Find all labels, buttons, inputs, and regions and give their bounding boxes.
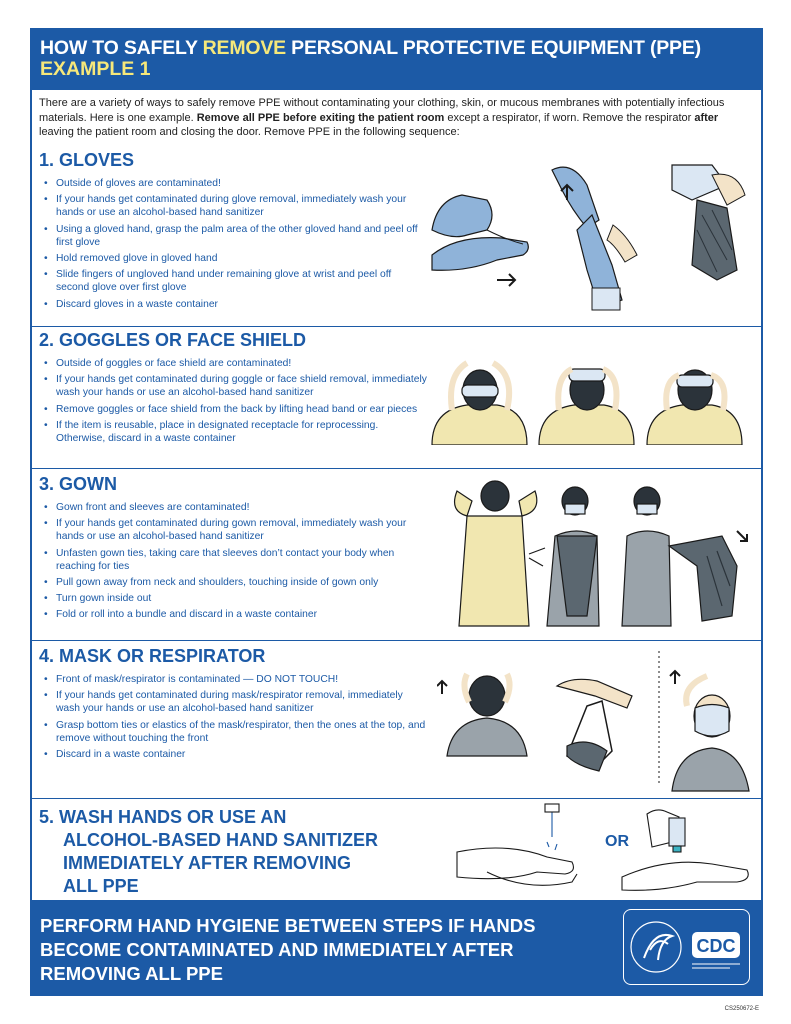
title-highlight: REMOVE [202, 37, 286, 59]
list-item: • If your hands get contaminated during mask/respirator removal, immediately wash your hands or use an alcohol-based hand sanitizer [42, 689, 427, 715]
goggles-illustration [427, 355, 757, 445]
cdc-logo-box [623, 909, 750, 985]
intro-bold-1: Remove all PPE before exiting the patient room [196, 111, 445, 124]
hygiene-line-1: 5. WASH HANDS OR USE AN [39, 807, 287, 827]
hygiene-line-2: ALCOHOL-BASED HAND SANITIZER [63, 830, 378, 850]
intro-bold-2: after [694, 111, 719, 124]
list-item: • Turn gown inside out [42, 592, 432, 605]
gloves-illustration [427, 160, 757, 320]
document-code: CS250672-E [724, 1006, 759, 1012]
gown-illustration [447, 476, 757, 634]
list-item: • Slide fingers of ungloved hand under remaining glove at wrist and peel off second glove over first glove [42, 268, 427, 294]
hygiene-line-4: ALL PPE [63, 876, 139, 896]
list-item: • Pull gown away from neck and shoulders, touching inside of gown only [42, 576, 432, 589]
list-item: • If your hands get contaminated during gown removal, immediately wash your hands or use an alcohol-based hand sanitizer [42, 517, 432, 543]
title-part1: HOW TO SAFELY [40, 37, 203, 59]
title-part2: PERSONAL PROTECTIVE EQUIPMENT (PPE) [285, 37, 701, 59]
poster-frame [30, 28, 763, 996]
list-item: • Front of mask/respirator is contaminated — DO NOT TOUCH! [42, 673, 427, 686]
page-title [40, 38, 763, 59]
bullet-list [42, 673, 427, 764]
section-divider [32, 326, 761, 327]
footer-message: PERFORM HAND HYGIENE BETWEEN STEPS IF HANDS BECOME CONTAMINATED AND IMMEDIATELY AFTER REMOVING ALL PPE [40, 915, 536, 984]
section-title: 3. GOWN [39, 474, 118, 494]
section-goggles [32, 330, 761, 466]
hand-hygiene-illustration [447, 802, 757, 894]
section-divider [32, 798, 761, 799]
list-item: • Outside of gloves are contaminated! [42, 177, 427, 190]
list-item: • Grasp bottom ties or elastics of the mask/respirator, then the ones at the top, and remove without touching the front [42, 719, 427, 745]
cdc-logo [624, 910, 748, 983]
list-item: • Remove goggles or face shield from the back by lifting head band or ear pieces [42, 403, 427, 416]
list-item: • Outside of goggles or face shield are contaminated! [42, 357, 427, 370]
or-label: OR [605, 833, 629, 850]
bullet-list [42, 177, 427, 314]
section-gloves [32, 150, 761, 326]
content-panel [32, 90, 761, 900]
section-title: 4. MASK OR RESPIRATOR [39, 646, 266, 666]
bullet-list [42, 501, 432, 625]
intro-paragraph [39, 96, 754, 140]
cdc-logo-text: CDC [696, 936, 736, 956]
mask-illustration [437, 646, 757, 796]
list-item: • Using a gloved hand, grasp the palm area of the other gloved hand and peel off first glove [42, 223, 427, 249]
section-divider [32, 468, 761, 469]
bullet-list [42, 357, 427, 448]
section-divider [32, 640, 761, 641]
intro-text-3: leaving the patient room and closing the door. Remove PPE in the following sequence: [39, 126, 460, 138]
intro-text-1: There are a variety of ways to safely remove PPE without contaminating your clothing, skin, or mucous membranes with potentially infectious materials. Here is one example. [39, 97, 725, 124]
section-title: 2. GOGGLES OR FACE SHIELD [39, 330, 307, 350]
list-item: • Discard in a waste container [42, 748, 427, 761]
list-item: • Discard gloves in a waste container [42, 298, 427, 311]
poster-header [30, 28, 763, 90]
section-mask [32, 646, 761, 796]
list-item: • If your hands get contaminated during goggle or face shield removal, immediately wash your hands or use an alcohol-based hand sanitizer [42, 373, 427, 399]
list-item: • Gown front and sleeves are contaminated! [42, 501, 432, 514]
page-subtitle: EXAMPLE 1 [40, 58, 151, 80]
section-hand-hygiene-title [39, 806, 378, 898]
section-title: 1. GLOVES [39, 150, 135, 170]
list-item: • Hold removed glove in gloved hand [42, 252, 427, 265]
section-gown [32, 474, 761, 638]
list-item: • Fold or roll into a bundle and discard in a waste container [42, 608, 432, 621]
list-item: • Unfasten gown ties, taking care that sleeves don’t contact your body when reaching for ties [42, 547, 432, 573]
list-item: • If your hands get contaminated during glove removal, immediately wash your hands or use an alcohol-based hand sanitizer [42, 193, 427, 219]
intro-text-2: except a respirator, if worn. Remove the respirator [444, 111, 695, 124]
list-item: • If the item is reusable, place in designated receptacle for reprocessing. Otherwise, discard in a waste container [42, 419, 427, 445]
hygiene-line-3: IMMEDIATELY AFTER REMOVING [63, 853, 352, 873]
